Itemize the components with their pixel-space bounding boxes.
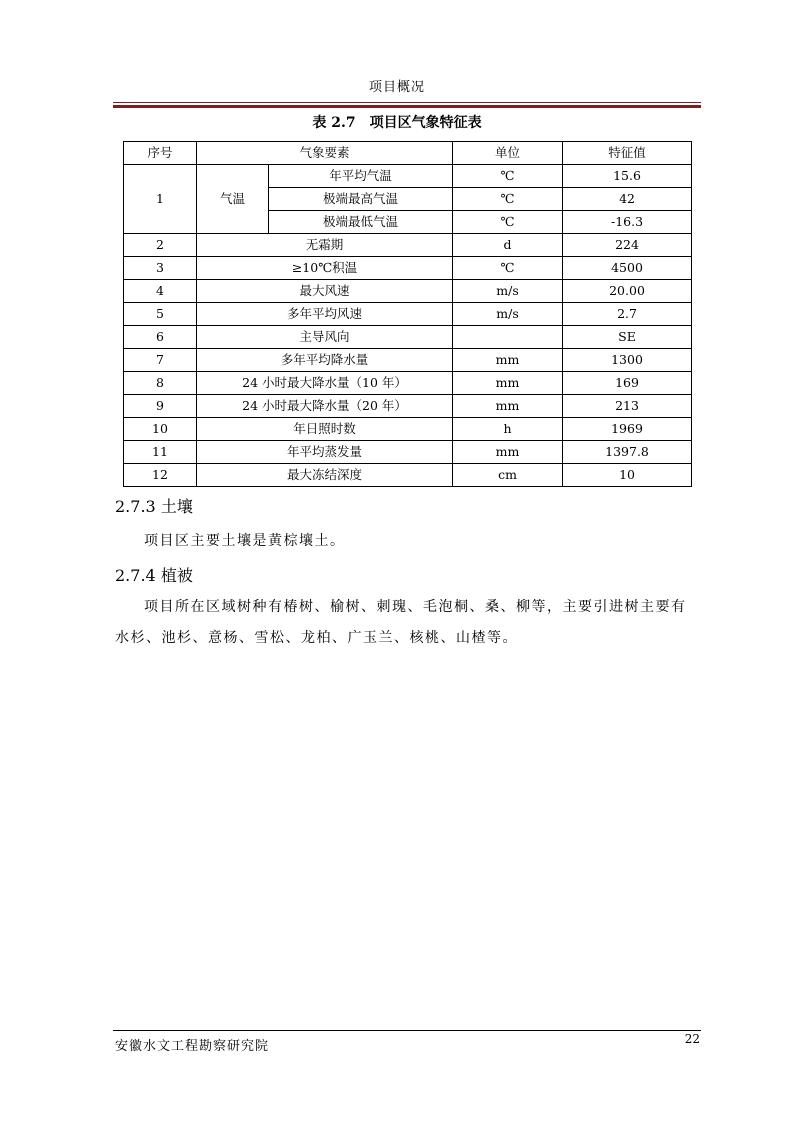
cell-unit: d (453, 234, 563, 257)
cell-element: 年平均气温 (269, 165, 453, 188)
table-row (124, 418, 692, 441)
section-heading-vegetation (115, 563, 193, 586)
page-header-title: 项目概况 (368, 80, 425, 95)
footer-organization: 安徽水文工程勘察研究院 (115, 1039, 270, 1054)
cell-unit: ℃ (453, 257, 563, 280)
table-row (124, 257, 692, 280)
header-value: 特征值 (563, 142, 692, 165)
cell-no: 5 (124, 303, 197, 326)
table-row (124, 234, 692, 257)
cell-no: 8 (124, 372, 197, 395)
cell-value: 15.6 (563, 165, 692, 188)
header-unit: 单位 (453, 142, 563, 165)
cell-no: 6 (124, 326, 197, 349)
section-paragraph-vegetation: 项目所在区域树种有椿树、榆树、刺瑰、毛泡桐、桑、柳等，主要引进树主要有水杉、池杉、意杨、雪松、龙柏、广玉兰、核桃、山楂等。 (115, 599, 687, 646)
cell-value: 1397.8 (563, 441, 692, 464)
header-element: 气象要素 (197, 142, 453, 165)
climate-table (123, 141, 692, 487)
table-row (124, 372, 692, 395)
cell-element: 无霜期 (197, 234, 453, 257)
cell-unit: mm (453, 395, 563, 418)
section-title: 植被 (160, 566, 193, 585)
cell-value: SE (563, 326, 692, 349)
table-row (124, 326, 692, 349)
table-row (124, 349, 692, 372)
cell-element: 24 小时最大降水量（10 年） (197, 372, 453, 395)
cell-element: 多年平均降水量 (197, 349, 453, 372)
cell-unit: ℃ (453, 188, 563, 211)
cell-element: 极端最高气温 (269, 188, 453, 211)
cell-unit: mm (453, 349, 563, 372)
table-row (124, 303, 692, 326)
cell-element: 极端最低气温 (269, 211, 453, 234)
section-title: 土壤 (160, 497, 193, 516)
section-number: 2.7.4 (115, 566, 156, 585)
section-heading-soil (115, 494, 193, 517)
cell-value: 224 (563, 234, 692, 257)
cell-no: 7 (124, 349, 197, 372)
cell-unit: m/s (453, 280, 563, 303)
table-row (124, 165, 692, 188)
cell-element: ≥10℃积温 (197, 257, 453, 280)
cell-no: 4 (124, 280, 197, 303)
cell-group-label: 气温 (197, 165, 269, 234)
cell-unit: ℃ (453, 165, 563, 188)
footer-divider (113, 1030, 701, 1031)
cell-value: 169 (563, 372, 692, 395)
cell-value: 10 (563, 464, 692, 487)
header-no: 序号 (124, 142, 197, 165)
cell-unit: m/s (453, 303, 563, 326)
cell-element: 最大冻结深度 (197, 464, 453, 487)
table-row (124, 441, 692, 464)
cell-unit: mm (453, 372, 563, 395)
header-divider-thin (113, 102, 701, 103)
cell-value: 1969 (563, 418, 692, 441)
cell-no: 12 (124, 464, 197, 487)
cell-unit: ℃ (453, 211, 563, 234)
cell-no: 10 (124, 418, 197, 441)
cell-value: 2.7 (563, 303, 692, 326)
cell-unit (453, 326, 563, 349)
cell-unit: h (453, 418, 563, 441)
table-row (124, 464, 692, 487)
cell-no: 2 (124, 234, 197, 257)
section-number: 2.7.3 (115, 497, 156, 516)
cell-unit: cm (453, 464, 563, 487)
cell-value: 42 (563, 188, 692, 211)
page-number: 22 (684, 1032, 700, 1046)
table-caption: 表 2.7 项目区气象特征表 (312, 115, 482, 131)
cell-value: -16.3 (563, 211, 692, 234)
section-paragraph-soil: 项目区主要土壤是黄棕壤土。 (144, 533, 346, 549)
cell-no: 9 (124, 395, 197, 418)
cell-unit: mm (453, 441, 563, 464)
table-row (124, 280, 692, 303)
cell-element: 最大风速 (197, 280, 453, 303)
table-row (124, 395, 692, 418)
cell-element: 多年平均风速 (197, 303, 453, 326)
cell-value: 213 (563, 395, 692, 418)
cell-element: 年日照时数 (197, 418, 453, 441)
header-divider-thick (113, 105, 701, 108)
cell-element: 年平均蒸发量 (197, 441, 453, 464)
cell-element: 24 小时最大降水量（20 年） (197, 395, 453, 418)
table-header-row (124, 142, 692, 165)
cell-value: 4500 (563, 257, 692, 280)
cell-value: 1300 (563, 349, 692, 372)
cell-no: 3 (124, 257, 197, 280)
cell-value: 20.00 (563, 280, 692, 303)
cell-no: 11 (124, 441, 197, 464)
cell-no: 1 (124, 165, 197, 234)
cell-element: 主导风向 (197, 326, 453, 349)
